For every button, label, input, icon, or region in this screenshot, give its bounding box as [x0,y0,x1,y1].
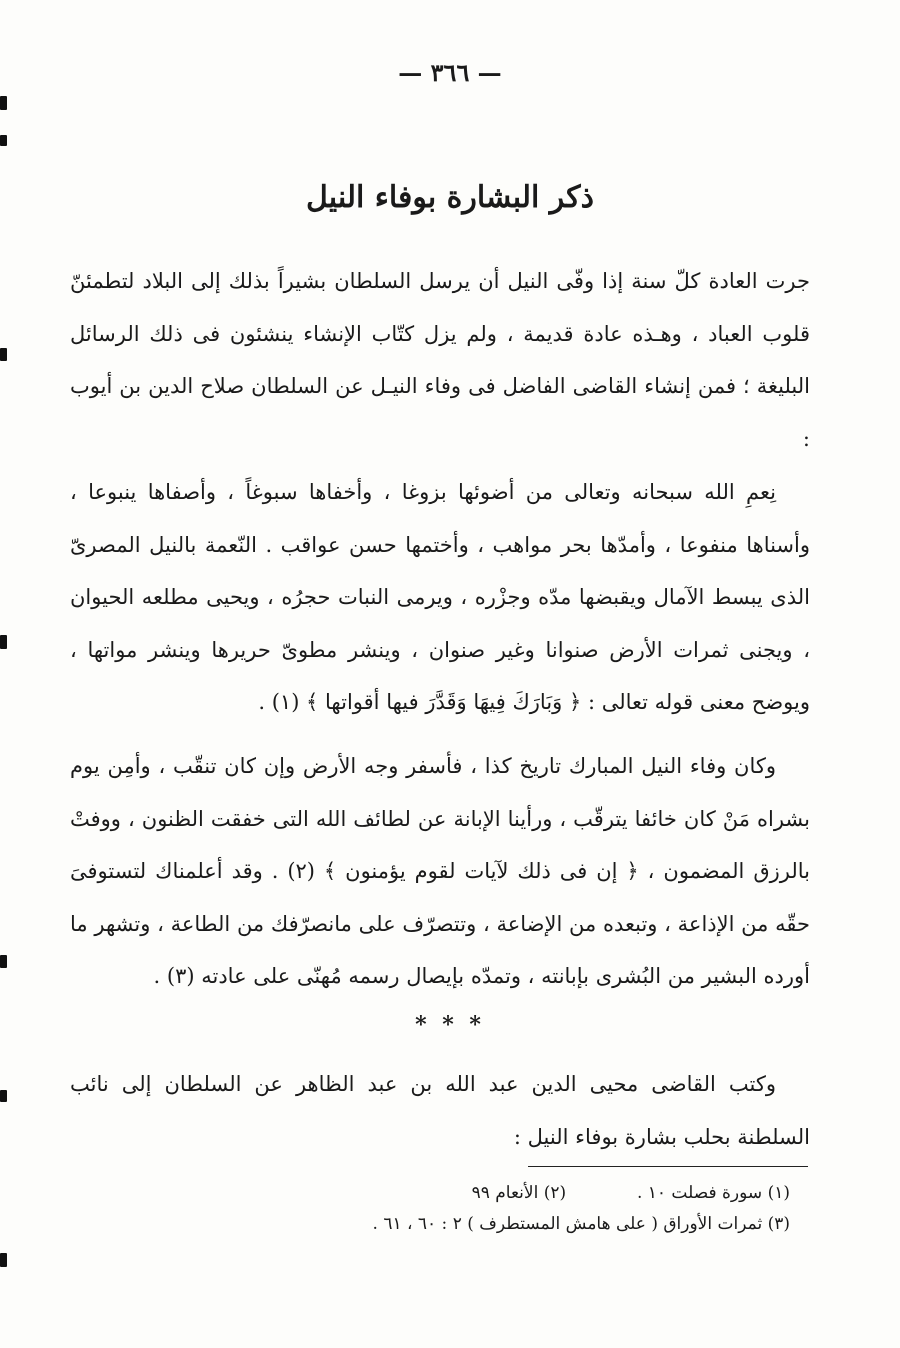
margin-mark [0,955,7,968]
page-number: — ٣٦٦ — [398,58,502,87]
margin-mark [0,348,7,361]
letter-paragraph-block-2 [70,740,810,1003]
section-separator: * * * [415,1012,485,1038]
letter-paragraph-2: وكان وفاء النيل المبارك تاريخ كذا ، فأسفر وجه الأرض وإن كان تنقّب ، وأمِن يوم بشراه مَنْ كان خائفا يترقّب ، ورأينا الإبانة عن لطائف الله التى خفقت الظنون ، ووفتْ بالرزق المضمون ، ﴿ إن فى ذلك لآيات لقوم يؤمنون ﴾ (٢) . وقد أعلمناك لتستوفىَ حقّه من الإذاعة ، وتبعده من الإضاعة ، وتتصرّف على مانصرّفك من الطاعة ، وتشهر ما أورده البشير من البُشرى بإبانته ، وتمدّه بإيصال رسمه مُهنّى على عادته (٣) . [70,754,810,988]
intro-paragraph-block [70,255,810,465]
footnote-row [250,1178,790,1209]
section-heading: ذكر البشارة بوفاء النيل [306,180,594,215]
margin-mark [0,96,7,110]
footnote-3: (٣) ثمرات الأوراق ( على هامش المستطرف ) ٢ : ٦٠ ، ٦١ . [372,1214,790,1234]
footnotes [250,1178,790,1240]
footnote-rule [528,1166,808,1167]
letter-paragraph-block [70,466,810,729]
footnote-row [250,1209,790,1240]
footnote-2: (٢) الأنعام ٩٩ [471,1183,567,1203]
margin-mark [0,1253,7,1267]
margin-mark [0,1090,7,1102]
intro-paragraph: جرت العادة كلّ سنة إذا وفّى النيل أن يرسل السلطان بشيراً بذلك إلى البلاد لتطمئنّ قلوب العباد ، وهـذه عادة قديمة ، ولم يزل كتّاب الإنشاء ينشئون فى ذلك الرسائل البليغة ؛ فمن إنشاء القاضى الفاضل فى وفاء النيـل عن السلطان صلاح الدين بن أيوب : [70,269,810,451]
margin-mark [0,135,7,146]
margin-mark [0,635,7,649]
closing-paragraph: وكتب القاضى محيى الدين عبد الله بن عبد الظاهر عن السلطان إلى نائب السلطنة بحلب بشارة بوفاء النيل : [70,1072,810,1149]
footnote-1: (١) سورة فصلت ١٠ . [636,1183,790,1203]
letter-paragraph-1: نِعمِ الله سبحانه وتعالى من أضوئها بزوغا ، وأخفاها سبوغاً ، وأصفاها ينبوعا ، وأسناها منفوعا ، وأمدّها بحر مواهب ، وأختمها حسن عواقب . النّعمة بالنيل المصرىّ الذى يبسط الآمال ويقبضها مدّه وجزْره ، ويرمى النبات حجرُه ، ويحيى مطلعه الحيوان ، ويجنى ثمرات الأرض صنوانا وغير صنوان ، وينشر مطوىّ حريرها وينشر مواتها ، ويوضح معنى قوله تعالى : ﴿ وَبَارَكَ فِيهَا وَقَدَّرَ فيها أقواتها ﴾ (١) . [70,480,810,714]
closing-paragraph-block [70,1058,810,1163]
